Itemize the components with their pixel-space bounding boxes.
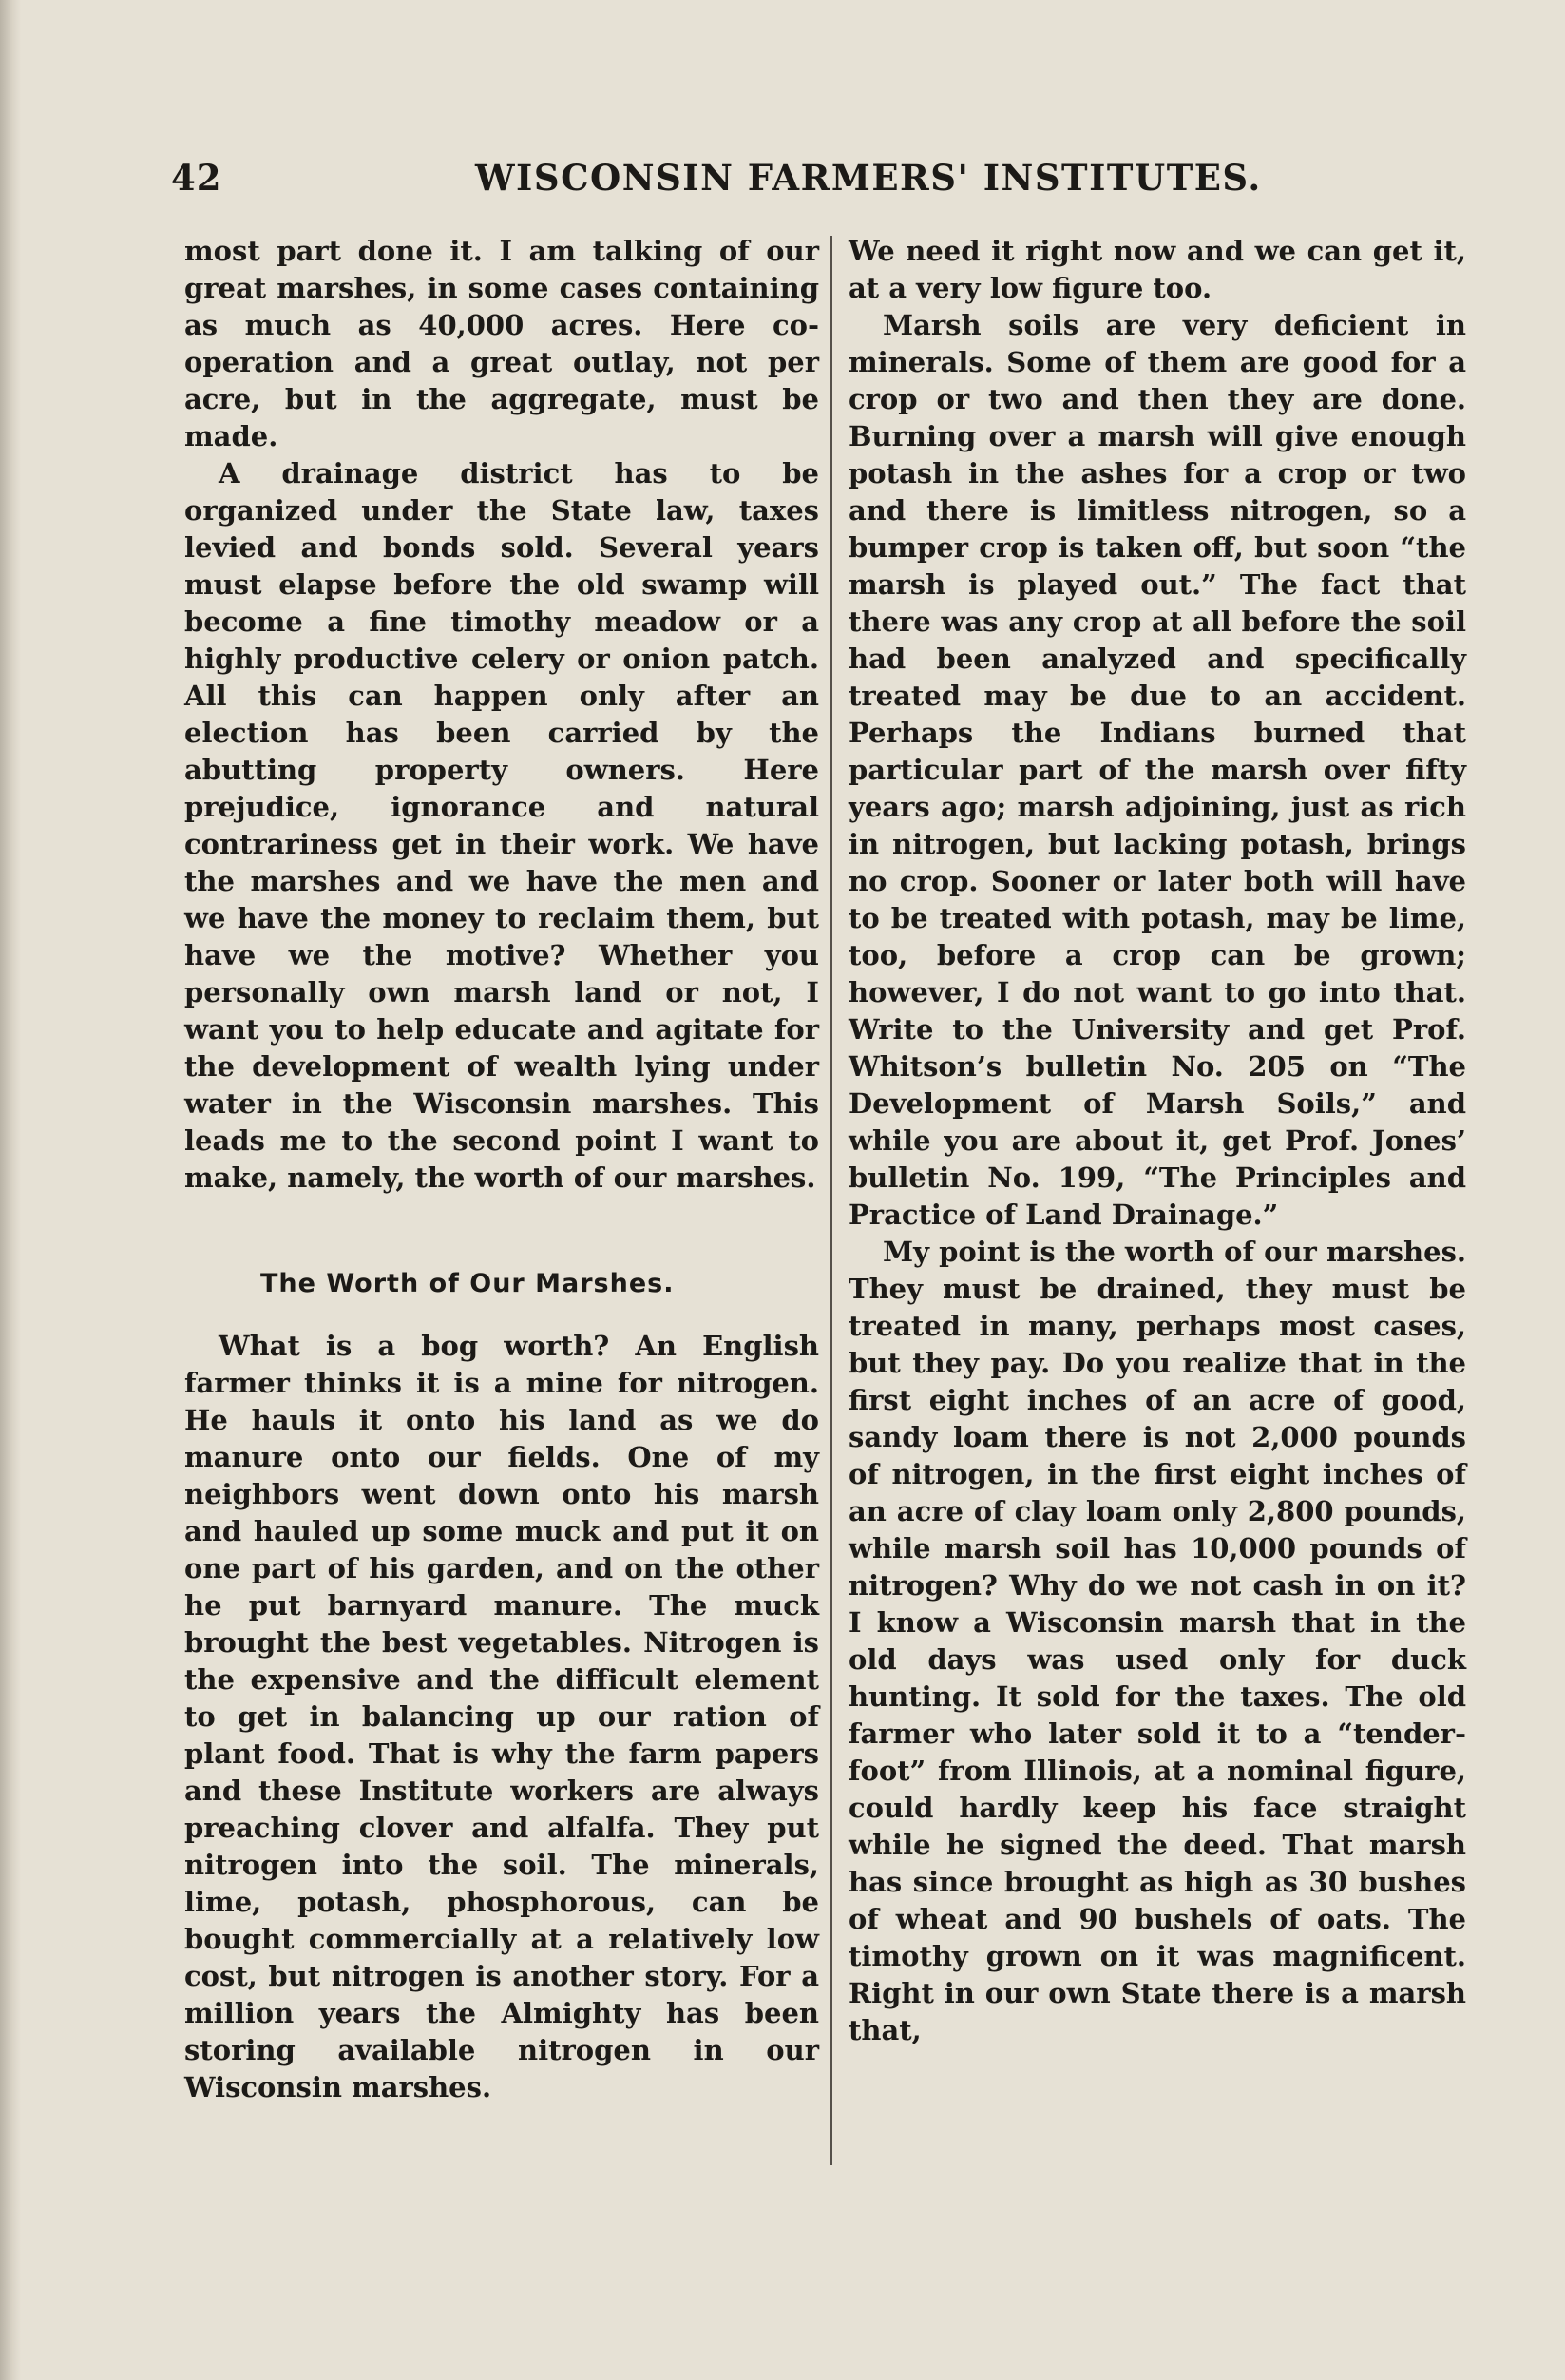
left-column: [184, 233, 819, 2106]
right-paragraph-2: Marsh soils are very deficient in minerals. Some of them are good for a crop or two and then they are done. Burning over a marsh will give enough potash in the ashes for a crop or two and there is limitless nitrogen, so a bumper crop is taken off, but soon “the marsh is played out.” The fact that there was any crop at all before the soil had been analyzed and specifically treated may be due to an accident. Perhaps the Indians burned that particular part of the marsh over fifty years ago; marsh adjoining, just as rich in nitrogen, but lacking potash, brings no crop. Sooner or later both will have to be treated with potash, may be lime, too, before a crop can be grown; however, I do not want to go into that. Write to the University and get Prof. Whitson’s bulletin No. 205 on “The Development of Marsh Soils,” and while you are about it, get Prof. Jones’ bulletin No. 199, “The Principles and Practice of Land Drainage.”: [849, 309, 1466, 1231]
running-title: WISCONSIN FARMERS' INSTITUTES.: [475, 157, 1262, 199]
page-header: [0, 157, 1565, 214]
page-number: 42: [171, 157, 222, 199]
left-paragraph-1: most part done it. I am talking of our great marshes, in some cases containing as much as 40,000 acres. Here co-operation and a great outlay, not per acre, but in the aggregate, must be made.: [184, 235, 819, 452]
section-heading: The Worth of Our Marshes.: [260, 1269, 675, 1298]
page-binding-shadow: [0, 0, 21, 2380]
right-paragraph-1: We need it right now and we can get it, at a very low figure too.: [849, 235, 1466, 304]
left-paragraph-3: What is a bog worth? An English farmer thinks it is a mine for nitrogen. He hauls it onto his land as we do manure onto our fields. One of my neighbors went down onto his marsh and hauled up some muck and put it on one part of his garden, and on the other he put barnyard manure. The muck brought the best vegetables. Nitrogen is the expensive and the difficult element to get in balancing up our ration of plant food. That is why the farm papers and these Institute workers are always preaching clover and alfalfa. They put nitrogen into the soil. The minerals, lime, potash, phosphorous, can be bought commercially at a relatively low cost, but nitrogen is another story. For a million years the Almighty has been storing available nitrogen in our Wisconsin marshes.: [184, 1330, 819, 2103]
column-divider: [830, 236, 832, 2165]
left-paragraph-2: A drainage district has to be organized under the State law, taxes levied and bonds sold. Several years must elapse before the old swamp will become a fine timothy meadow or a highly productive celery or onion patch. All this can happen only after an election has been carried by the abutting property owners. Here prejudice, ignorance and natural contrariness get in their work. We have the marshes and we have the men and we have the money to reclaim them, but have we the motive? Whether you personally own marsh land or not, I want you to help educate and agitate for the development of wealth lying under water in the Wisconsin marshes. This leads me to the second point I want to make, namely, the worth of our marshes.: [184, 457, 819, 1194]
right-paragraph-3: My point is the worth of our marshes. They must be drained, they must be treated in many, perhaps most cases, but they pay. Do you realize that in the first eight inches of an acre of good, sandy loam there is not 2,000 pounds of nitrogen, in the first eight inches of an acre of clay loam only 2,800 pounds, while marsh soil has 10,000 pounds of nitrogen? Why do we not cash in on it? I know a Wisconsin marsh that in the old days was used only for duck hunting. It sold for the taxes. The old farmer who later sold it to a “tender-foot” from Illinois, at a nominal figure, could hardly keep his face straight while he signed the deed. That marsh has since brought as high as 30 bushes of wheat and 90 bushels of oats. The timothy grown on it was magnificent. Right in our own State there is a marsh that,: [849, 1236, 1466, 2046]
right-column: [849, 233, 1466, 2049]
